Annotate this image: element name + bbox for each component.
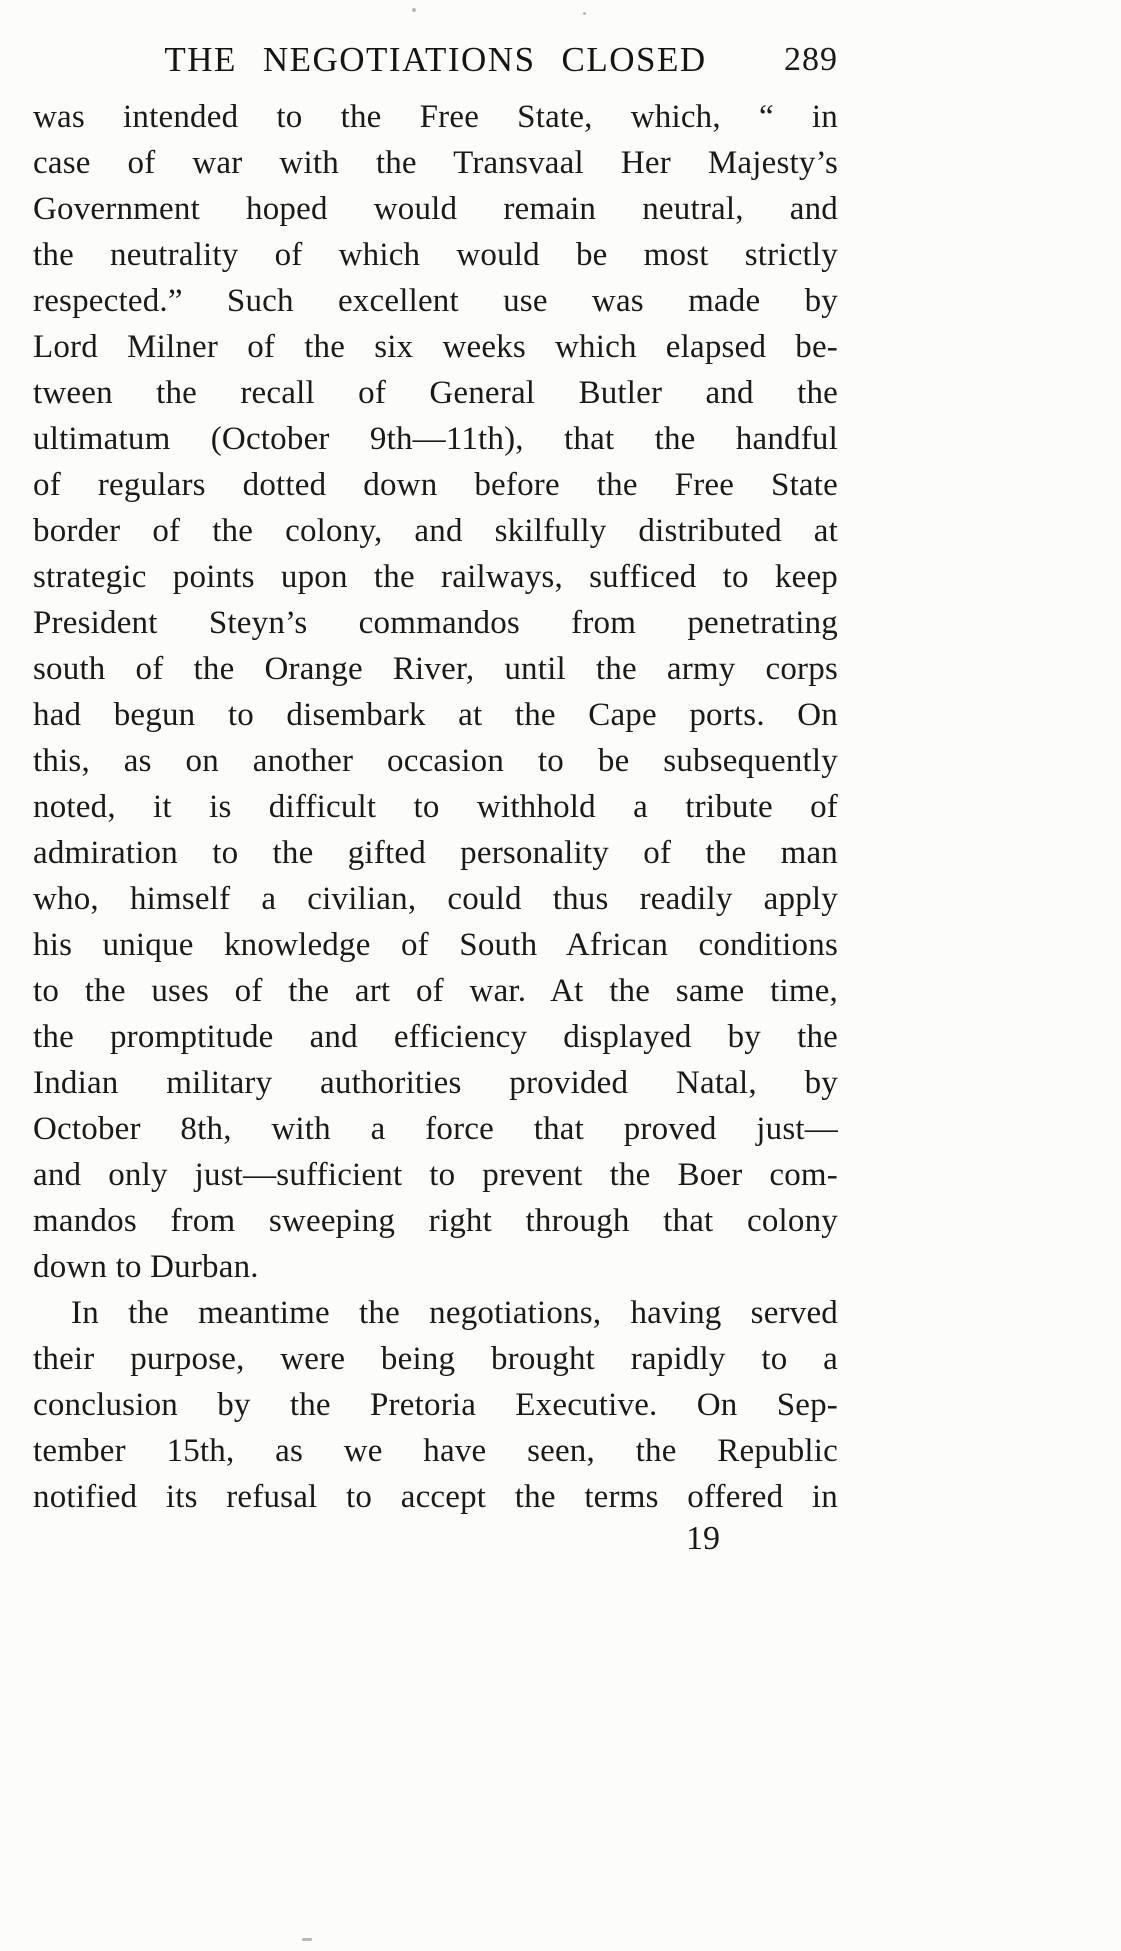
page-body (33, 94, 838, 1520)
text-line: this, as on another occasion to be subsequently (33, 743, 838, 779)
running-header (33, 40, 838, 86)
signature-number: 19 (686, 1520, 720, 1557)
text-line: case of war with the Transvaal Her Majesty’s (33, 145, 838, 181)
text-line: admiration to the gifted personality of the man (33, 835, 838, 871)
text-line: President Steyn’s commandos from penetrating (33, 605, 838, 641)
scan-speck (412, 8, 416, 12)
text-line: ultimatum (October 9th—11th), that the handful (33, 421, 838, 457)
text-line: south of the Orange River, until the army corps (33, 651, 838, 687)
text-line: the promptitude and efficiency displayed by the (33, 1019, 838, 1055)
text-line: Indian military authorities provided Natal, by (33, 1065, 838, 1101)
text-line: conclusion by the Pretoria Executive. On Sep- (33, 1387, 838, 1423)
text-line: respected.” Such excellent use was made by (33, 283, 838, 319)
text-line: and only just—sufficient to prevent the Boer com- (33, 1157, 838, 1193)
text-line: mandos from sweeping right through that colony (33, 1203, 838, 1239)
text-line: of regulars dotted down before the Free State (33, 467, 838, 503)
text-line: their purpose, were being brought rapidly to a (33, 1341, 838, 1377)
scan-speck (302, 1938, 312, 1941)
text-line: tember 15th, as we have seen, the Republic (33, 1433, 838, 1469)
text-line: had begun to disembark at the Cape ports. On (33, 697, 838, 733)
paragraph (33, 1290, 838, 1520)
text-line: who, himself a civilian, could thus readily apply (33, 881, 838, 917)
text-line: Government hoped would remain neutral, and (33, 191, 838, 227)
text-line: to the uses of the art of war. At the same time, (33, 973, 838, 1009)
text-line: down to Durban. (33, 1249, 259, 1285)
text-line: border of the colony, and skilfully distributed at (33, 513, 838, 549)
text-line: tween the recall of General Butler and the (33, 375, 838, 411)
text-line: October 8th, with a force that proved just— (33, 1111, 838, 1147)
text-line: strategic points upon the railways, sufficed to keep (33, 559, 838, 595)
running-title: THE NEGOTIATIONS CLOSED (164, 40, 707, 79)
text-line: In the meantime the negotiations, having served (71, 1295, 838, 1331)
text-line: Lord Milner of the six weeks which elapsed be- (33, 329, 838, 365)
text-line: his unique knowledge of South African conditions (33, 927, 838, 963)
paragraph (33, 94, 838, 1290)
text-line: notified its refusal to accept the terms offered in (33, 1479, 838, 1515)
page-number: 289 (784, 41, 838, 78)
text-line: the neutrality of which would be most strictly (33, 237, 838, 273)
scan-speck (583, 12, 586, 15)
text-line: was intended to the Free State, which, “ in (33, 99, 838, 135)
text-line: noted, it is difficult to withhold a tribute of (33, 789, 838, 825)
